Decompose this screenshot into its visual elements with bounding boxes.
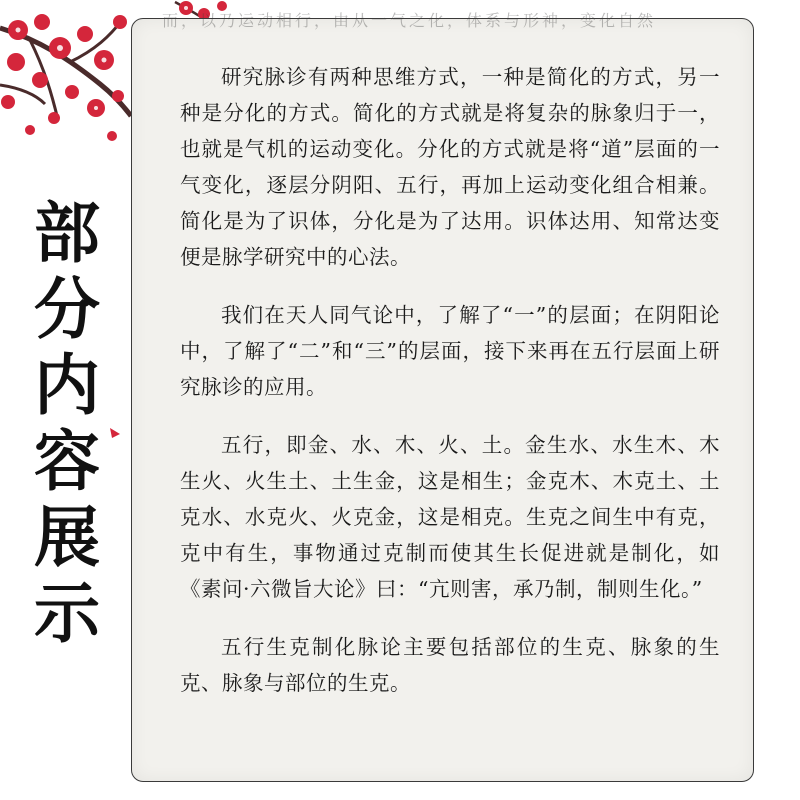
side-title-char: 分	[34, 271, 100, 348]
side-title-char: 容	[34, 423, 100, 500]
paragraph-pulse-methods: 研究脉诊有两种思维方式，一种是简化的方式，另一种是分化的方式。简化的方式就是将复杂的脉象归于一，也就是气机的运动变化。分化的方式就是将“道”层面的一气变化，逐层分阴阳、五行，再加上运动变化组合相兼。简化是为了识体，分化是为了达用。识体达用、知常达变便是脉学研究中的心法。	[180, 65, 720, 269]
side-title-char: 部	[34, 195, 100, 272]
paragraph-five-elements: 五行，即金、水、木、火、土。金生水、水生木、木生火、火生土、土生金，这是相生；金克木、木克土、土克水、水克火、火克金，这是相克。生克之间生中有克，克中有生，事物通过克制而使其生长促进就是制化，如《素问·六微旨大论》曰：“亢则害，承乃制，制则生化。”	[180, 433, 720, 601]
paragraph-yin-yang: 我们在天人同气论中，了解了“一”的层面；在阴阳论中，了解了“二”和“三”的层面，接下来再在五行层面上研究脉诊的应用。	[180, 303, 720, 399]
side-title	[22, 196, 112, 652]
page-body	[180, 59, 720, 723]
side-title-char: 展	[34, 499, 100, 576]
paragraph-summary: 五行生克制化脉论主要包括部位的生克、脉象的生克、脉象与部位的生克。	[180, 635, 720, 695]
side-title-char: 示	[34, 575, 100, 652]
book-page	[131, 11, 754, 782]
bleed-through-text: 而，以乃运动相行，由从一气之化，体系与形神，变化自然	[162, 11, 657, 30]
side-title-char: 内	[34, 347, 100, 424]
